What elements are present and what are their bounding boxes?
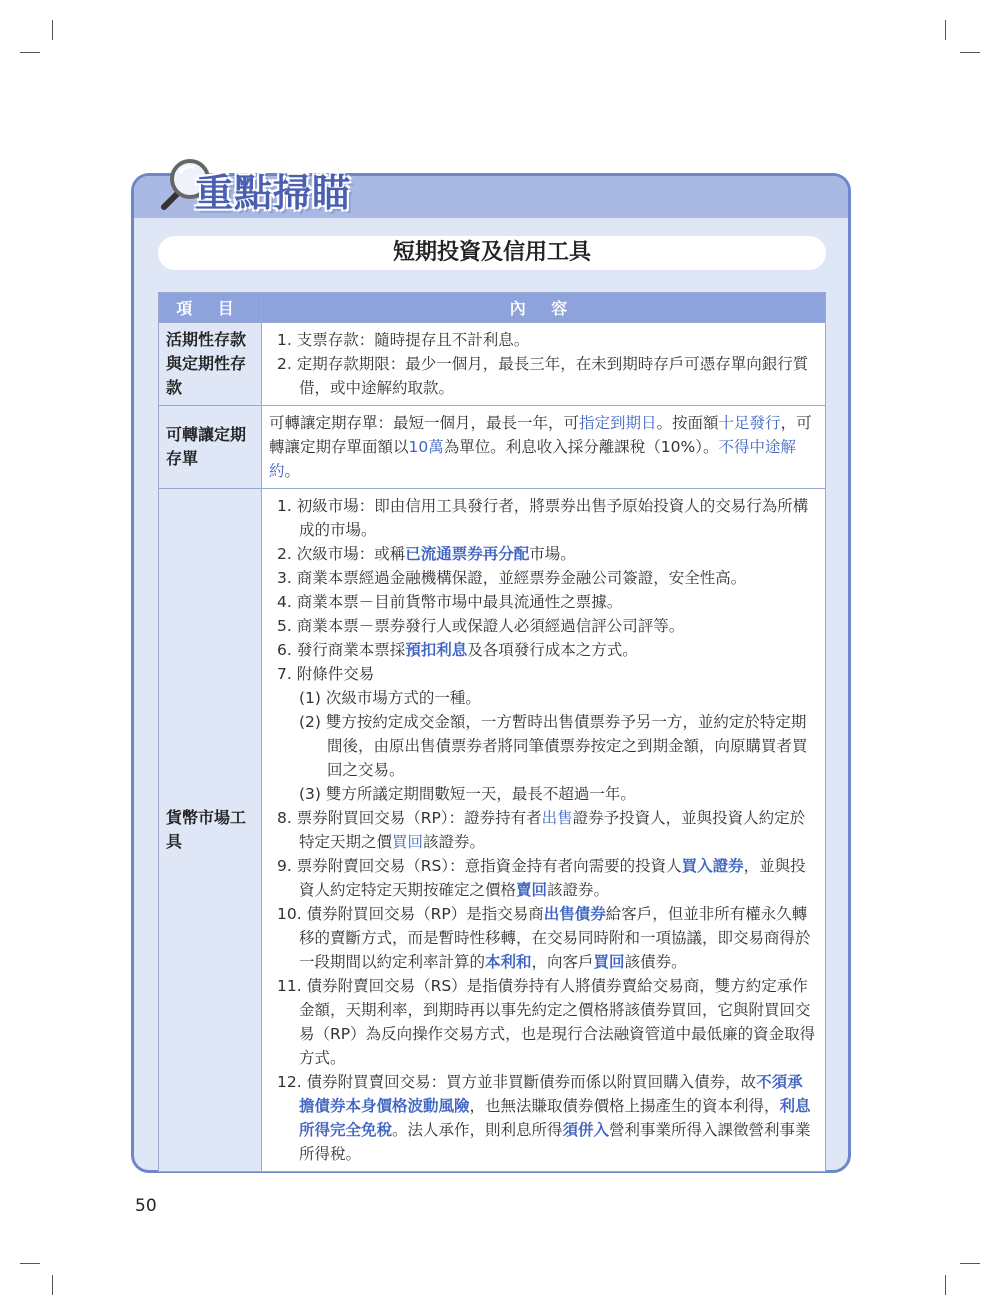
text: 10. 債券附買回交易（RP）是指交易商 — [277, 905, 544, 923]
crop-mark — [960, 1263, 980, 1264]
sub-list-item: (2) 雙方按約定成交金額，一方暫時出售債票券予另一方，並約定於特定期間後，由原出售債票券者將同筆債票券按定之到期金額，向原購買者買回之交易。 — [299, 713, 808, 779]
row-content — [262, 323, 826, 406]
highlight-text: 預扣利息 — [405, 641, 468, 659]
page-title: 短期投資及信用工具 — [158, 236, 826, 270]
list-item: 7. 附條件交易 — [277, 665, 375, 683]
highlight-text: 不得中途解約 — [269, 438, 796, 480]
list-item — [269, 854, 818, 902]
text: ，並與投資人約定特定天期按確定之價格 — [299, 857, 806, 899]
text: 該債券。 — [624, 953, 687, 971]
table-row — [159, 489, 826, 1172]
content-table — [158, 292, 826, 1172]
text: 營利事業所得入課徵營利事業所得稅。 — [299, 1121, 811, 1163]
highlight-text: 已流通票券再分配 — [405, 545, 530, 563]
list-item — [269, 542, 818, 566]
highlight-text: 出售 — [541, 809, 573, 827]
row-content — [262, 489, 826, 1172]
table-header-row — [159, 293, 826, 323]
highlight-text: 買回 — [593, 953, 625, 971]
text: 該證券。 — [547, 881, 610, 899]
sub-list-item: (1) 次級市場方式的一種。 — [299, 689, 481, 707]
list-item — [269, 806, 818, 854]
highlight-text: 須併入 — [562, 1121, 610, 1139]
highlight-text: 賣回 — [516, 881, 548, 899]
crop-mark — [52, 20, 53, 40]
highlight-text: 買入證券 — [681, 857, 744, 875]
text: 12. 債券附買賣回交易：買方並非買斷債券而係以附買回購入債券，故 — [277, 1073, 757, 1091]
crop-mark — [52, 1275, 53, 1295]
list-item: 4. 商業本票－目前貨幣市場中最具流通性之票據。 — [277, 593, 623, 611]
text: ，可轉讓定期存單面額以 — [269, 414, 812, 456]
crop-mark — [20, 52, 40, 53]
list-item — [269, 1070, 818, 1166]
list-item — [269, 638, 818, 662]
highlight-text: 出售債券 — [543, 905, 606, 923]
text: 證券予投資人，並與投資人約定於特定天期之價 — [299, 809, 806, 851]
highlight-text: 十足發行 — [718, 414, 781, 432]
text: ，向客戶 — [531, 953, 594, 971]
highlight-text: 買回 — [392, 833, 424, 851]
text: 及各項發行成本之方式。 — [467, 641, 638, 659]
highlight-text: 本利和 — [485, 953, 532, 971]
text: ，也無法賺取債券價格上揚產生的資本利得， — [469, 1097, 780, 1115]
list-item: 5. 商業本票－票券發行人或保證人必須經過信評公司評等。 — [277, 617, 685, 635]
list-item — [269, 902, 818, 974]
table-row — [159, 406, 826, 489]
crop-mark — [945, 20, 946, 40]
list-item: 11. 債券附賣回交易（RS）是指債券持有人將債券賣給交易商，雙方約定承作金額，天期利率，到期時再以事先約定之價格將該債券買回，它與附買回交易（RP）為反向操作交易方式，也是現行合法融資管道中最低廉的資金取得方式。 — [277, 977, 816, 1067]
text: 市場。 — [529, 545, 576, 563]
text: 。按面額 — [656, 414, 719, 432]
text: 9. 票券附賣回交易（RS）：意指資金持有者向需要的投資人 — [277, 857, 682, 875]
list-item: 2. 定期存款期限：最少一個月，最長三年，在未到期時存戶可憑存單向銀行質借，或中途解約取款。 — [277, 355, 809, 397]
text: 。 — [284, 462, 301, 480]
list-item: 3. 商業本票經過金融機構保證，並經票券金融公司簽證，安全性高。 — [277, 569, 747, 587]
highlight-text: 指定到期日 — [579, 414, 657, 432]
row-item-label: 活期性存款與定期性存款 — [159, 323, 262, 406]
list-item: 1. 初級市場：即由信用工具發行者，將票券出售予原始投資人的交易行為所構成的市場。 — [277, 497, 809, 539]
text: 給客戶，但並非所有權永久轉移的賣斷方式，而是暫時性移轉，在交易同時附和一項協議，即交易商得於一段期間以約定利率計算的 — [299, 905, 811, 971]
row-item-label: 可轉讓定期存單 — [159, 406, 262, 489]
highlight-text: 10萬 — [408, 438, 444, 456]
text: 6. 發行商業本票採 — [277, 641, 406, 659]
text: 8. 票券附買回交易（RP）：證券持有者 — [277, 809, 542, 827]
sub-list-item: (3) 雙方所議定期間數短一天，最長不超過一年。 — [299, 785, 636, 803]
text: 該證券。 — [423, 833, 486, 851]
highlight-text: 不須承擔債券本身價格波動風險 — [299, 1073, 803, 1115]
column-header-item: 項 目 — [159, 293, 262, 323]
crop-mark — [20, 1263, 40, 1264]
table-row — [159, 323, 826, 406]
text: 可轉讓定期存單：最短一個月，最長一年，可 — [269, 414, 580, 432]
page-number: 50 — [135, 1196, 157, 1216]
text: 為單位。利息收入採分離課稅（10%）。 — [443, 438, 719, 456]
highlight-text: 利息所得完全免稅 — [299, 1097, 811, 1139]
column-header-content: 內 容 — [262, 293, 826, 323]
text: 2. 次級市場：或稱 — [277, 545, 406, 563]
text: 。法人承作，則利息所得 — [392, 1121, 563, 1139]
list-item: 1. 支票存款：隨時提存且不計利息。 — [277, 331, 530, 349]
row-content — [262, 406, 826, 489]
section-logo-text: 重點掃瞄 — [195, 171, 352, 215]
crop-mark — [960, 52, 980, 53]
row-item-label: 貨幣市場工具 — [159, 489, 262, 1172]
crop-mark — [945, 1275, 946, 1295]
